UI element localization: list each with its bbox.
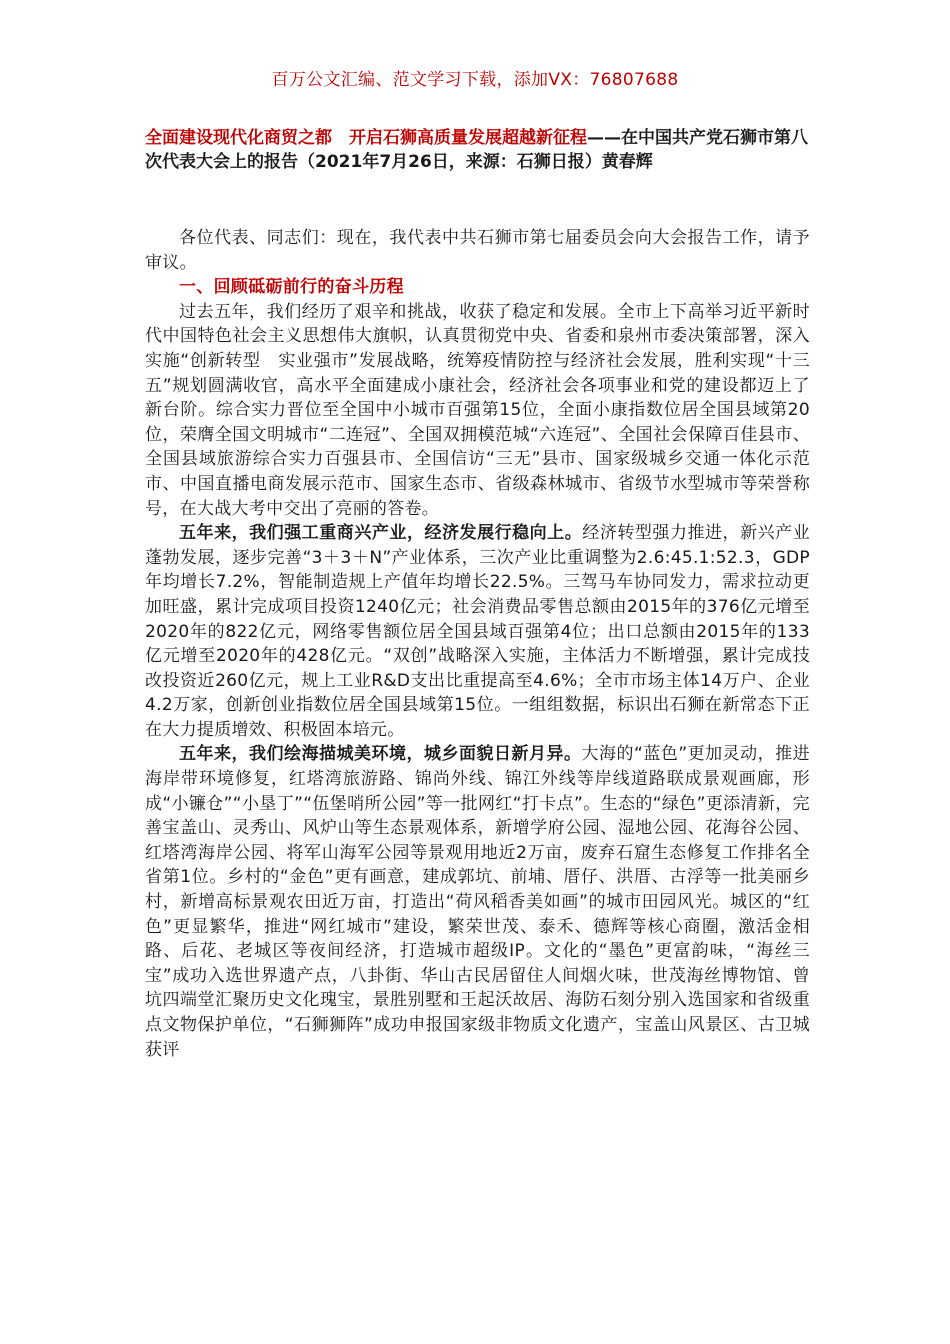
paragraph-economy <box>145 521 810 742</box>
paragraph-environment <box>145 742 810 1062</box>
paragraph-text: 经济转型强力推进，新兴产业蓬勃发展，逐步完善“3＋3＋N”产业体系，三次产业比重调整为2.6:45.1:52.3，GDP年均增长7.2%，智能制造规上产值年均增长22.5%。三驾马车协同发力，需求拉动更加旺盛，累计完成项目投资1240亿元；社会消费品零售总额由2015年的376亿元增至2020年的822亿元，网络零售额位居全国县域百强第4位；出口总额由2015年的133亿元增至2020年的428亿元。“双创”战略深入实施，主体活力不断增强，累计完成技改投资近260亿元，规上工业R&D支出比重提高至4.6%；全市市场主体14万户、企业4.2万家，创新创业指数位居全国县域第15位。一组组数据，标识出石狮在新常态下正在大力提质增效、积极固本培元。 <box>145 523 810 740</box>
paragraph-text: 大海的“蓝色”更加灵动，推进海岸带环境修复，红塔湾旅游路、锦尚外线、锦江外线等岸线道路联成景观画廊，形成“小镰仓”“小垦丁”“伍堡哨所公园”等一批网红“打卡点”。生态的“绿色”更添清新，完善宝盖山、灵秀山、风炉山等生态景观体系，新增学府公园、湿地公园、花海谷公园、红塔湾海岸公园、将军山海军公园等景观用地近2万亩，废弃石窟生态修复工作排名全省第1位。乡村的“金色”更有画意，建成郭坑、前埔、厝仔、洪厝、古浮等一批美丽乡村，新增高标景观农田近万亩，打造出“荷风稻香美如画”的城市田园风光。城区的“红色”更显繁华，推进“网红城市”建设，繁荣世茂、泰禾、德辉等核心商圈，激活金相路、后花、老城区等夜间经济，打造城市超级IP。文化的“墨色”更富韵味，“海丝三宝”成功入选世界遗产点，八卦街、华山古民居留住人间烟火味，世茂海丝博物馆、曾坑四端堂汇聚历史文化瑰宝，景胜别墅和王起沃故居、海防石刻分别入选国家和省级重点文物保护单位，“石狮狮阵”成功申报国家级非物质文化遗产，宝盖山风景区、古卫城获评 <box>145 744 810 1060</box>
document-body <box>145 226 810 1062</box>
section-heading: 一、回顾砥砺前行的奋斗历程 <box>179 277 404 298</box>
paragraph-lead: 五年来，我们绘海描城美环境，城乡面貌日新月异。 <box>179 744 582 765</box>
title-main: 全面建设现代化商贸之都 开启石狮高质量发展超越新征程 <box>145 128 587 148</box>
document-title <box>145 126 810 174</box>
promo-banner: 百万公文汇编、范文学习下载，添加VX：76807688 <box>271 70 679 90</box>
paragraph-review: 过去五年，我们经历了艰辛和挑战，收获了稳定和发展。全市上下高举习近平新时代中国特色社会主义思想伟大旗帜，认真贯彻党中央、省委和泉州市委决策部署，深入实施“创新转型 实业强市”发展战略，统筹疫情防控与经济社会发展，胜利实现“十三五”规划圆满收官，高水平全面建成小康社会，经济社会各项事业和党的建设都迈上了新台阶。综合实力晋位至全国中小城市百强第15位，全面小康指数位居全国县域第20位，荣膺全国文明城市“二连冠”、全国双拥模范城“六连冠”、全国社会保障百佳县市、全国县域旅游综合实力百强县市、全国信访“三无”县市、国家级城乡交通一体化示范市、中国直播电商发展示范市、国家生态市、省级森林城市、省级节水型城市等荣誉称号，在大战大考中交出了亮丽的答卷。 <box>145 301 810 519</box>
paragraph-lead: 五年来，我们强工重商兴产业，经济发展行稳向上。 <box>179 523 583 544</box>
title-subtitle: ——在中国共产党石狮市第八次代表大会上的报告（2021年7月26日，来源：石狮日报）黄春辉 <box>145 128 808 172</box>
intro-paragraph: 各位代表、同志们：现在，我代表中共石狮市第七届委员会向大会报告工作，请予审议。 <box>145 228 810 273</box>
